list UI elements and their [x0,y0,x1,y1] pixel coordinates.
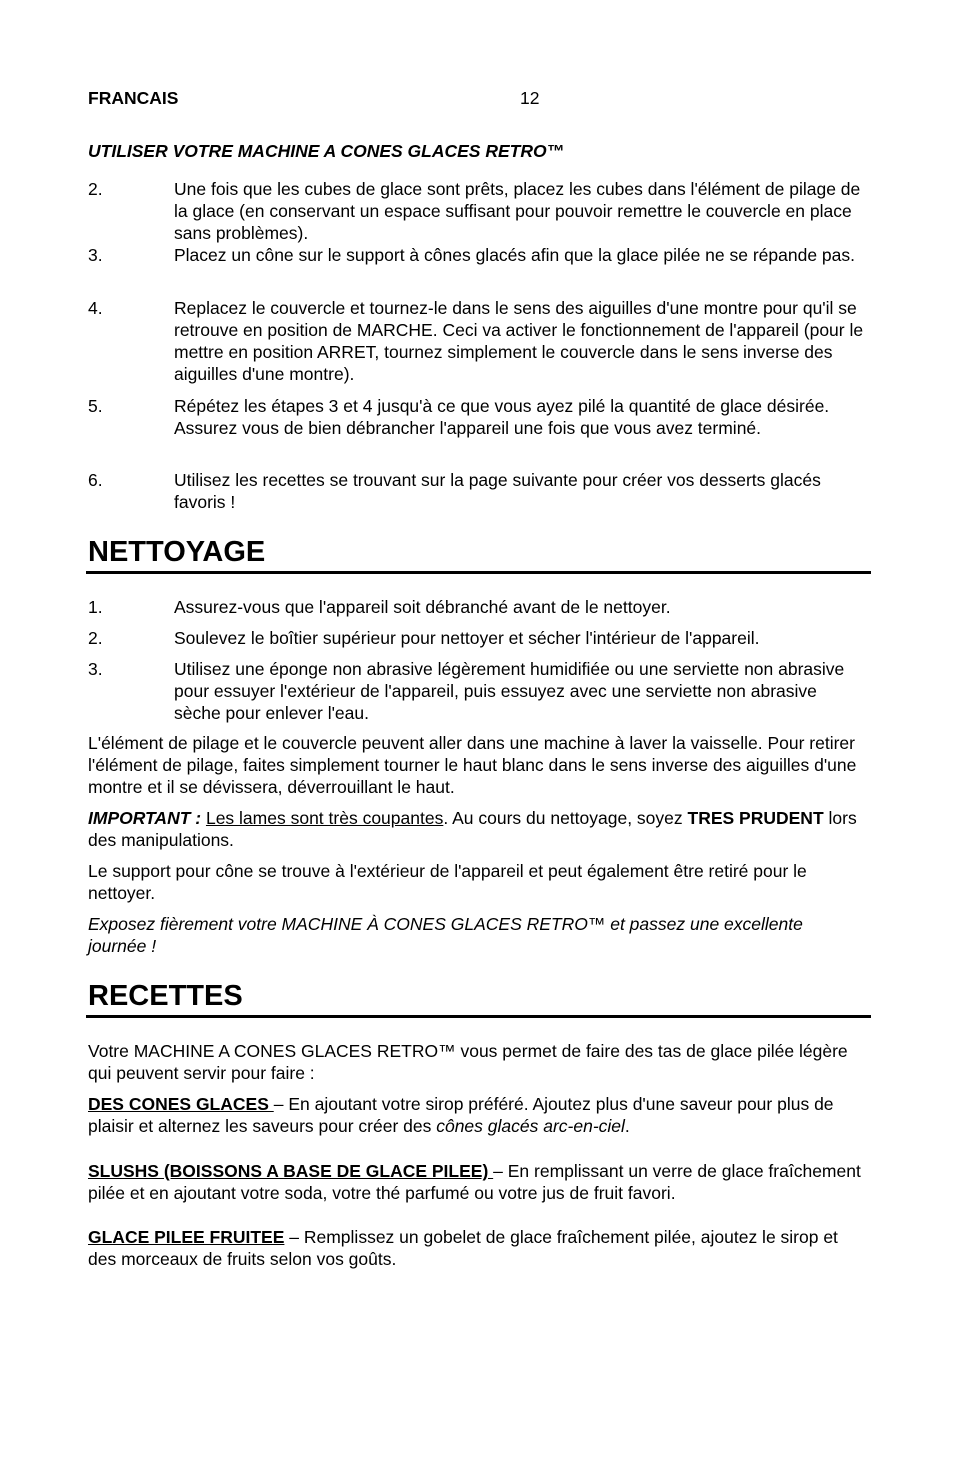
step-number: 6. [88,470,103,490]
step-number: 3. [88,245,103,265]
recipes-intro: Votre MACHINE A CONES GLACES RETRO™ vous permet de faire des tas de glace pilée légère qui peuvent servir pour faire : [88,1041,848,1083]
step-text: Assurez-vous que l'appareil soit débranché avant de le nettoyer. [174,597,671,617]
recipe-title: SLUSHS (BOISSONS A BASE DE GLACE PILEE) [88,1161,494,1181]
important-text: . Au cours du nettoyage, soyez [443,808,688,828]
recipe-text: – Remplissez un gobelet de glace fraîchement pilée, ajoutez le sirop et des morceaux de fruits selon vos goûts. [88,1227,838,1269]
recipe-title: DES CONES GLACES [88,1094,274,1114]
important-warning: Les lames sont très coupantes [205,808,444,828]
step-number: 3. [88,659,103,679]
step-text: Utilisez les recettes se trouvant sur la page suivante pour créer vos desserts glacés favoris ! [174,470,821,512]
usage-step [88,297,868,385]
recipe-item [88,1160,864,1204]
recipe-item [88,1093,864,1137]
cleaning-paragraph: L'élément de pilage et le couvercle peuvent aller dans une machine à laver la vaisselle. Pour retirer l'élément de pilage, faites simplement tourner le haut blanc dans le sens inverse des aiguilles d'une montre et il se dévissera, déverrouillant le haut. [88,733,857,797]
important-emphasis: TRES PRUDENT [687,808,824,828]
recipe-text: – En ajoutant votre sirop préféré. Ajoutez plus d'une saveur pour plus de plaisir et alternez les saveurs pour créer des [88,1094,834,1136]
recipe-end: . [624,1116,630,1136]
step-text: Placez un cône sur le support à cônes glacés afin que la glace pilée ne se répande pas. [174,245,856,265]
important-text-end: lors des manipulations. [88,808,857,850]
usage-step [88,244,868,266]
step-number: 1. [88,597,103,617]
usage-section-title: UTILISER VOTRE MACHINE A CONES GLACES RETRO™ [88,141,565,161]
important-label: IMPORTANT : [88,808,202,828]
step-text: Répétez les étapes 3 et 4 jusqu'à ce que vous ayez pilé la quantité de glace désirée. Assurez vous de bien débrancher l'appareil une fois que vous avez terminé. [174,396,830,438]
cleaning-heading: NETTOYAGE [88,536,266,568]
cleaning-paragraph: Le support pour cône se trouve à l'extérieur de l'appareil et peut également être retiré pour le nettoyer. [88,861,807,903]
cleaning-heading-rule [86,571,871,574]
step-text: Une fois que les cubes de glace sont prêts, placez les cubes dans l'élément de pilage de la glace (en conservant un espace suffisant pour pouvoir remettre le couvercle en place sans problèmes). [174,179,861,243]
step-text: Soulevez le boîtier supérieur pour nettoyer et sécher l'intérieur de l'appareil. [174,628,760,648]
recipe-title: GLACE PILEE FRUITEE [88,1227,285,1247]
recipes-heading: RECETTES [88,980,243,1012]
cleaning-step [88,596,868,618]
usage-step [88,178,868,244]
cleaning-step [88,627,868,649]
usage-step [88,469,868,513]
step-number: 2. [88,628,103,648]
usage-step [88,395,868,439]
step-number: 5. [88,396,103,416]
recipe-item [88,1226,864,1270]
header-language: FRANCAIS [88,88,179,108]
step-text: Replacez le couvercle et tournez-le dans le sens des aiguilles d'une montre pour qu'il se retrouve en position de MARCHE. Ceci va activer le fonctionnement de l'appareil (pour le mettre en position ARRET, tournez simplement le couvercle dans le sens inverse des aiguilles d'une montre). [174,298,864,384]
step-text: Utilisez une éponge non abrasive légèrement humidifiée ou une serviette non abrasive pour essuyer l'extérieur de l'appareil, puis essuyez avec une serviette non abrasive sèche pour enlever l'eau. [174,659,845,723]
page-number: 12 [520,88,540,108]
step-number: 2. [88,179,103,199]
closing-note: Exposez fièrement votre MACHINE À CONES GLACES RETRO™ et passez une excellente journée ! [88,914,803,956]
step-number: 4. [88,298,103,318]
cleaning-step [88,658,868,724]
important-note [88,807,864,851]
recipes-heading-rule [86,1015,871,1018]
recipe-italic: cônes glacés arc-en-ciel [436,1116,625,1136]
recipe-text: – En remplissant un verre de glace fraîchement pilée et en ajoutant votre soda, votre thé parfumé ou votre jus de fruit favori. [88,1161,861,1203]
